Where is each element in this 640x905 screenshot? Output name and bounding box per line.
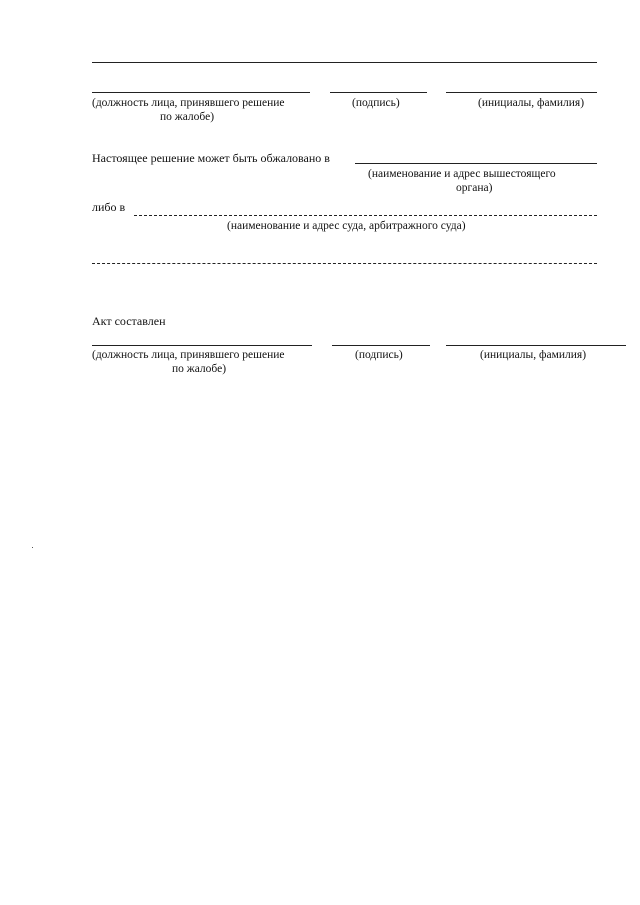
act-name-caption: (инициалы, фамилия)	[480, 349, 587, 361]
higher-body-line	[355, 163, 597, 164]
decision-name-caption: (инициалы, фамилия)	[478, 97, 585, 109]
or-label: либо в	[92, 200, 126, 214]
act-label: Акт составлен	[92, 314, 166, 328]
appeal-sentence: Настоящее решение может быть обжаловано в	[92, 151, 330, 165]
act-position-caption-1: (должность лица, принявшего решение	[92, 349, 285, 361]
scan-speck	[32, 547, 33, 548]
act-position-line	[92, 345, 312, 346]
act-signature-caption: (подпись)	[355, 349, 403, 361]
decision-name-line	[446, 92, 597, 93]
court-line	[134, 215, 597, 216]
act-signature-line	[332, 345, 430, 346]
top-blank-line	[92, 62, 597, 63]
act-name-line	[446, 345, 626, 346]
decision-signature-line	[330, 92, 427, 93]
court-caption: (наименование и адрес суда, арбитражного суда)	[227, 220, 466, 232]
higher-body-caption-1: (наименование и адрес вышестоящего	[368, 168, 556, 180]
act-position-caption-2: по жалобе)	[172, 363, 227, 375]
decision-position-caption-2: по жалобе)	[160, 111, 215, 123]
decision-position-caption-1: (должность лица, принявшего решение	[92, 97, 285, 109]
appeal-extra-blank-line	[92, 263, 597, 264]
higher-body-caption-2: органа)	[456, 182, 493, 194]
decision-signature-caption: (подпись)	[352, 97, 400, 109]
decision-position-line	[92, 92, 310, 93]
